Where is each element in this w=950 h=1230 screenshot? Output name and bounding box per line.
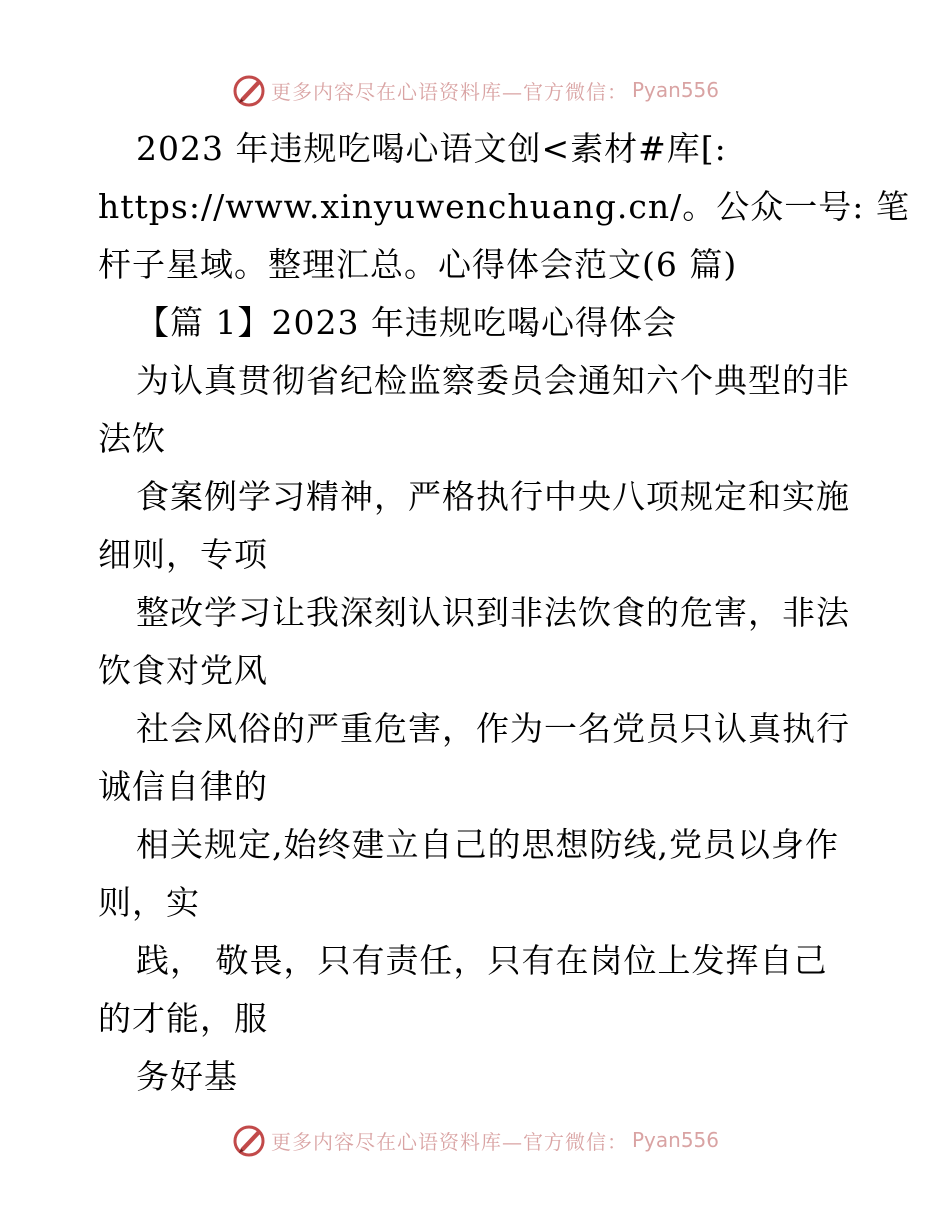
watermark-text: 更多内容尽在心语资料库—官方微信： — [270, 79, 628, 104]
text-line: 细则，专项 — [98, 535, 268, 574]
text-line: 饮食对党风 — [98, 651, 268, 690]
text-line: 务好基 — [136, 1057, 238, 1096]
section-heading: 【篇 1】2023 年违规吃喝心得体会 — [136, 303, 677, 342]
text-line: 的才能，服 — [98, 999, 268, 1038]
text-line: 2023 年违规吃喝心语文创<素材#库[: — [136, 129, 727, 168]
pen-logo-icon — [231, 1122, 267, 1158]
watermark-header — [0, 68, 950, 112]
watermark-wechat-id: Pyan556 — [631, 1128, 719, 1152]
text-line: 整改学习让我深刻认识到非法饮食的危害，非法 — [136, 593, 850, 632]
document-body — [98, 120, 910, 1106]
pen-logo-icon — [231, 72, 267, 108]
text-line: 杆子星域。整理汇总。心得体会范文(6 篇) — [98, 245, 738, 284]
text-line: 相关规定,始终建立自己的思想防线,党员以身作 — [136, 825, 839, 864]
text-line: 则，实 — [98, 883, 200, 922]
watermark-wechat-id: Pyan556 — [631, 78, 719, 102]
text-line: 食案例学习精神，严格执行中央八项规定和实施 — [136, 477, 850, 516]
text-line: https://www.xinyuwenchuang.cn/。公众一号: 笔 — [98, 187, 910, 226]
text-line: 诚信自律的 — [98, 767, 268, 806]
watermark-text: 更多内容尽在心语资料库—官方微信： — [270, 1129, 628, 1154]
watermark-footer — [0, 1118, 950, 1162]
text-line: 为认真贯彻省纪检监察委员会通知六个典型的非 — [136, 361, 850, 400]
text-line: 法饮 — [98, 419, 166, 458]
text-line: 践， 敬畏，只有责任，只有在岗位上发挥自己 — [136, 941, 828, 980]
text-line: 社会风俗的严重危害，作为一名党员只认真执行 — [136, 709, 850, 748]
